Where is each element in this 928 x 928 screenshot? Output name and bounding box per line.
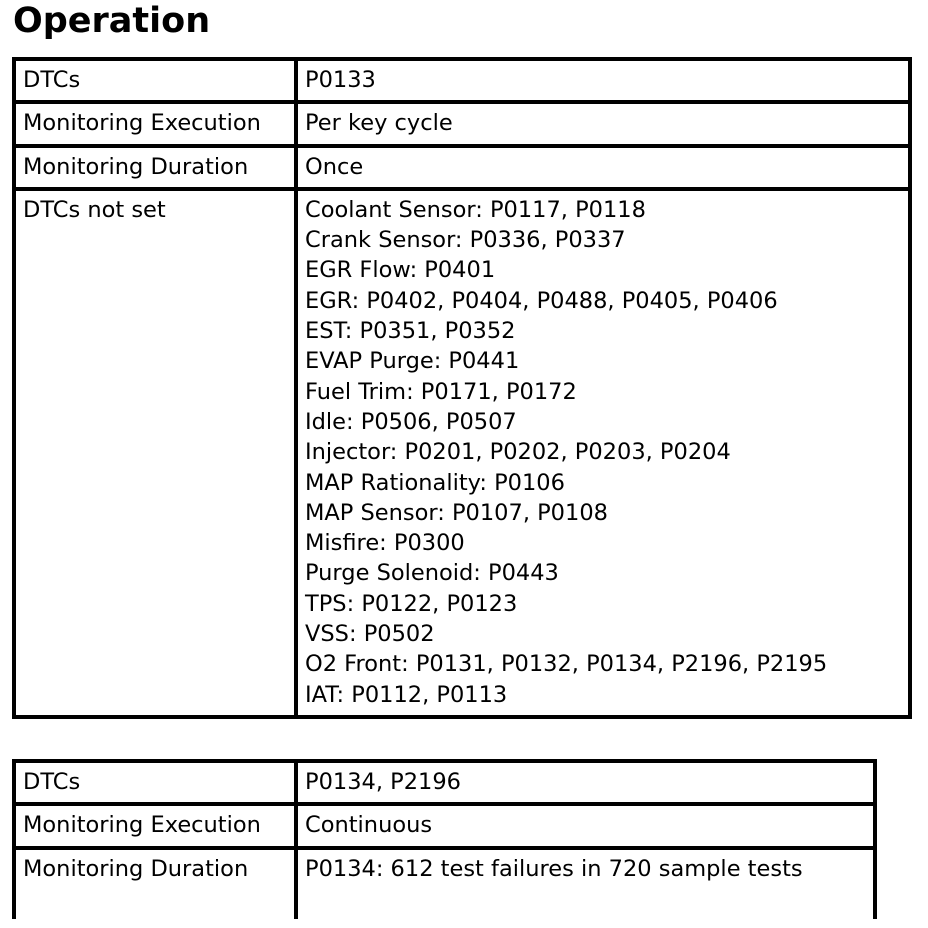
list-item: Misfire: P0300 (305, 530, 465, 557)
table-row-dtcs (14, 59, 910, 102)
table-row-monitoring-execution (14, 804, 875, 847)
row-label: DTCs (14, 59, 296, 102)
row-label: Monitoring Duration (14, 848, 296, 919)
list-item: MAP Rationality: P0106 (305, 469, 565, 496)
list-item: Injector: P0201, P0202, P0203, P0204 (305, 439, 731, 466)
list-item: MAP Sensor: P0107, P0108 (305, 499, 608, 526)
list-item: O2 Front: P0131, P0132, P0134, P2196, P2195 (305, 651, 828, 678)
table-row-monitoring-execution (14, 102, 910, 145)
list-item: Purge Solenoid: P0443 (305, 560, 559, 587)
list-item: EGR Flow: P0401 (305, 257, 496, 284)
row-value: P0134, P2196 (296, 761, 875, 804)
row-value: Continuous (296, 804, 875, 847)
list-item: EGR: P0402, P0404, P0488, P0405, P0406 (305, 287, 778, 314)
row-label: DTCs not set (14, 189, 296, 717)
table-row-dtcs-not-set (14, 189, 910, 717)
row-label: Monitoring Duration (14, 146, 296, 189)
table-row-monitoring-duration (14, 146, 910, 189)
row-value: P0134: 612 test failures in 720 sample tests (296, 848, 875, 919)
row-label: Monitoring Execution (14, 102, 296, 145)
operation-table-1 (12, 57, 912, 719)
row-value: Per key cycle (296, 102, 910, 145)
list-item: Idle: P0506, P0507 (305, 408, 517, 435)
list-item: TPS: P0122, P0123 (305, 590, 518, 617)
operation-table-2 (12, 759, 877, 919)
table-row-dtcs (14, 761, 875, 804)
page-title: Operation (13, 1, 211, 41)
list-item: EVAP Purge: P0441 (305, 348, 520, 375)
table-row-monitoring-duration (14, 848, 875, 919)
list-item: Coolant Sensor: P0117, P0118 (305, 196, 646, 223)
row-value: P0133 (296, 59, 910, 102)
list-item: Crank Sensor: P0336, P0337 (305, 227, 626, 254)
list-item: EST: P0351, P0352 (305, 318, 516, 345)
row-label: Monitoring Execution (14, 804, 296, 847)
row-label: DTCs (14, 761, 296, 804)
list-item: IAT: P0112, P0113 (305, 681, 508, 708)
list-item: VSS: P0502 (305, 621, 435, 648)
row-value: Once (296, 146, 910, 189)
dtcs-not-set-list (296, 189, 910, 717)
list-item: Fuel Trim: P0171, P0172 (305, 378, 577, 405)
